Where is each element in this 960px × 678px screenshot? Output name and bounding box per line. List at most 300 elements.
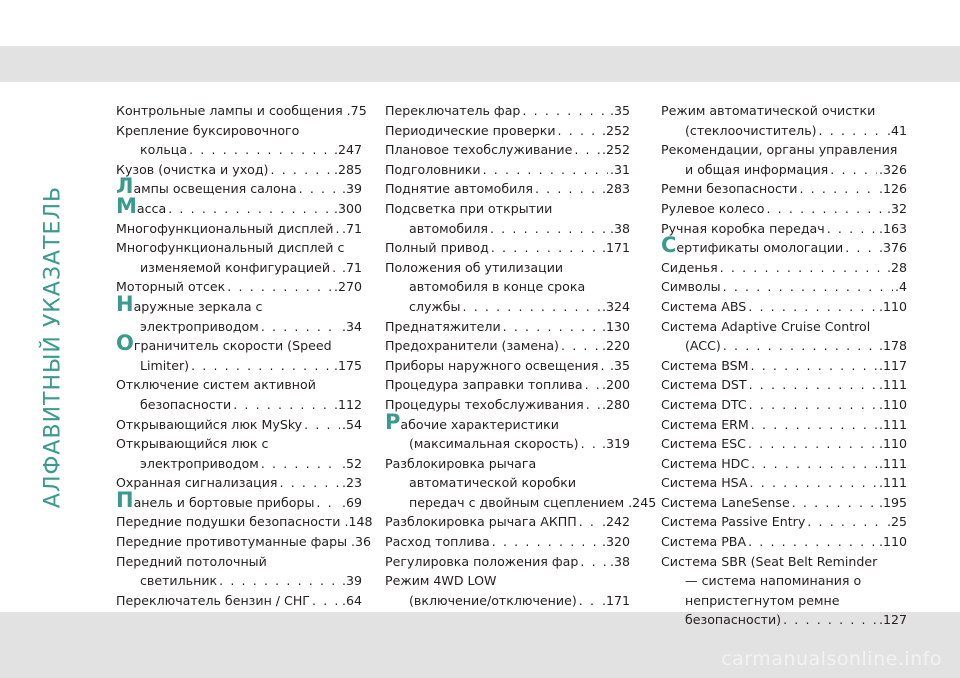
page-number: .163 [878, 220, 907, 236]
page-number: .111 [878, 416, 907, 432]
entry-line [661, 552, 907, 572]
entry-label: (ACC) [685, 338, 721, 354]
index-entry [661, 415, 907, 435]
entry-text [116, 193, 167, 219]
entry-line-last [385, 434, 630, 454]
entry-text [409, 279, 585, 294]
page-number: .112 [333, 396, 362, 412]
entry-label: Положения об утилизации [385, 259, 564, 275]
entry-line [385, 571, 630, 591]
entry-line-last [116, 532, 372, 552]
entry-text [409, 219, 488, 239]
entry-line [116, 238, 362, 258]
entry-text [385, 409, 559, 434]
entry-label: Периодические проверки [385, 122, 556, 138]
entry-line-last [116, 277, 362, 297]
dot-leader [751, 454, 877, 474]
index-entry [385, 395, 630, 415]
index-entry [661, 140, 907, 179]
index-entry [661, 532, 907, 552]
entry-label: Полный привод [385, 240, 489, 256]
initial-letter: Н [116, 291, 134, 316]
page-number: .178 [878, 338, 907, 354]
entry-text [140, 317, 259, 337]
entry-text [385, 179, 533, 199]
entry-text [661, 219, 825, 239]
entry-label: Переключатель бензин / СНГ [116, 592, 310, 608]
dot-leader [723, 336, 877, 356]
entry-label: автомобиля [409, 220, 488, 236]
entry-line-last [385, 179, 630, 199]
entry-text [385, 160, 481, 180]
page-number: .69 [341, 494, 362, 510]
index-entry [116, 121, 362, 160]
entry-text [661, 512, 805, 532]
entry-label: Передний потолочный [116, 553, 267, 569]
entry-line [661, 101, 907, 121]
page-number: .200 [601, 377, 630, 393]
index-entry [661, 317, 907, 356]
index-column-3 [661, 101, 907, 630]
dot-leader [585, 375, 600, 395]
page-number: .319 [601, 436, 630, 452]
index-entry [385, 238, 630, 258]
entry-line-last [661, 375, 907, 395]
page-number: .64 [341, 592, 362, 608]
entry-text [685, 121, 817, 141]
index-entry [661, 219, 907, 239]
dot-leader [748, 297, 877, 317]
entry-label: изменяемой конфигурацией [140, 259, 331, 275]
dot-leader [751, 415, 877, 435]
entry-label: Система ABS [661, 298, 747, 314]
entry-text [385, 140, 572, 160]
entry-text [140, 356, 189, 376]
entry-line-last [385, 375, 630, 395]
entry-line-last [385, 591, 630, 611]
entry-label: кольца [140, 142, 188, 158]
entry-text [116, 415, 302, 435]
entry-label: Охранная сигнализация [116, 475, 278, 491]
entry-text [385, 336, 559, 356]
entry-text [385, 375, 583, 395]
index-entry [661, 179, 907, 199]
entry-label: Система SBR (Seat Belt Reminder [661, 553, 878, 569]
entry-line-last [385, 160, 630, 180]
page-number: .41 [886, 122, 907, 138]
entry-line-last [661, 258, 907, 278]
dot-leader [261, 454, 340, 474]
entry-line-last [385, 238, 630, 258]
entry-text [661, 277, 721, 297]
entry-line-last [385, 336, 630, 356]
entry-label: Процедура заправки топлива [385, 377, 583, 393]
watermark: carmanualsonline.info [721, 648, 942, 670]
entry-label: Ремни безопасности [661, 181, 798, 197]
index-entry [661, 297, 907, 317]
entry-line-last [116, 174, 362, 199]
entry-text [685, 336, 721, 356]
entry-line-last [661, 493, 907, 513]
index-entry [385, 512, 630, 532]
index-entry [661, 552, 907, 630]
page-number: .54 [341, 416, 362, 432]
entry-label: Предохранители (замена) [385, 338, 559, 354]
entry-line-last [116, 258, 362, 278]
index-entry [385, 199, 630, 238]
dot-leader [799, 179, 877, 199]
index-entry [116, 277, 362, 297]
index-entry [116, 375, 362, 414]
page-number: .285 [333, 161, 362, 177]
entry-line-last [385, 297, 630, 317]
page-number: .25 [886, 514, 907, 530]
index-column-2 [385, 101, 657, 610]
dot-leader [586, 395, 600, 415]
dot-leader [227, 277, 332, 297]
entry-label: Система HDC [661, 455, 750, 471]
index-column-1 [116, 101, 373, 610]
index-entry [661, 199, 907, 219]
entry-text [661, 258, 718, 278]
entry-text [685, 160, 828, 180]
entry-label: Система DTC [661, 396, 747, 412]
entry-line-last [661, 160, 907, 180]
entry-label: Система BSM [661, 357, 749, 373]
dot-leader [749, 395, 877, 415]
dot-leader [579, 591, 600, 611]
dot-leader [600, 356, 607, 376]
initial-letter: Р [385, 409, 401, 434]
entry-text [661, 297, 746, 317]
entry-label: аружные зеркала с [133, 298, 263, 314]
entry-label: Limiter) [140, 357, 190, 373]
entry-text [685, 593, 839, 608]
entry-label: и общая информация [685, 161, 829, 177]
entry-line-last [661, 395, 907, 415]
page-number: .130 [601, 318, 630, 334]
dot-leader [316, 493, 340, 513]
entry-label: Открывающийся люк MySky [116, 416, 303, 432]
dot-leader [189, 140, 332, 160]
dot-leader [304, 415, 340, 435]
entry-line-last [661, 434, 907, 454]
entry-label: службы [409, 298, 461, 314]
entry-line-last [116, 101, 367, 121]
entry-label: Моторный отсек [116, 279, 226, 295]
entry-line-last [661, 356, 907, 376]
entry-text [385, 201, 552, 216]
index-entry [116, 291, 362, 336]
page-number: .35 [609, 357, 630, 373]
page-number: .71 [341, 259, 362, 275]
entry-line-last [661, 297, 907, 317]
entry-line-last [385, 317, 630, 337]
dot-leader [483, 160, 608, 180]
entry-line-last [661, 512, 907, 532]
entry-line-last [661, 277, 907, 297]
page-number: .195 [878, 494, 907, 510]
entry-line-last [661, 336, 907, 356]
index-entry [116, 101, 367, 121]
entry-label: Разблокировка рычага [385, 455, 537, 471]
section-title-vertical: АЛФАВИТНЫЙ УКАЗАТЕЛЬ [40, 185, 66, 509]
entry-text [116, 123, 299, 138]
entry-text [385, 532, 490, 552]
dot-leader [492, 532, 600, 552]
entry-label: электроприводом [140, 318, 259, 334]
entry-text [116, 487, 315, 513]
page-number: .245 [628, 494, 657, 510]
entry-text [116, 377, 316, 392]
entry-label: Рекомендации, органы управления [661, 142, 898, 158]
index-entry [385, 258, 630, 317]
entry-label: передач с двойным сцеплением [409, 494, 625, 510]
entry-label: Система DST [661, 377, 747, 393]
entry-line-last [385, 512, 630, 532]
entry-line-last [661, 532, 907, 552]
entry-text [116, 291, 263, 316]
entry-text [409, 591, 577, 611]
entry-line-last [385, 101, 630, 121]
entry-text [140, 140, 187, 160]
page-number: .38 [609, 553, 630, 569]
entry-text [661, 319, 870, 334]
dot-leader [558, 121, 600, 141]
page-number: .300 [333, 200, 362, 216]
entry-text [385, 356, 598, 376]
entry-label: Система Adaptive Cruise Control [661, 318, 871, 334]
entry-line-last [385, 219, 630, 239]
entry-label: Система HSA [661, 475, 748, 491]
entry-label: Система PBA [661, 534, 747, 550]
page-number: .4 [894, 279, 907, 295]
entry-text [140, 395, 231, 415]
dot-leader [332, 258, 340, 278]
entry-label: (включение/отключение) [409, 592, 577, 608]
entry-text [409, 475, 576, 490]
dot-leader [312, 591, 340, 611]
entry-label: Система LaneSense [661, 494, 790, 510]
entry-label: асса [136, 200, 167, 216]
dot-leader [219, 571, 340, 591]
dot-leader [462, 297, 599, 317]
page-number: .171 [601, 240, 630, 256]
entry-text [116, 591, 310, 611]
entry-line-last [385, 121, 630, 141]
dot-leader [270, 160, 331, 180]
dot-leader [535, 179, 600, 199]
entry-line-last [661, 473, 907, 493]
entry-line [116, 291, 362, 317]
page-number: .111 [878, 475, 907, 491]
entry-line-last [385, 395, 630, 415]
page-number: .36 [351, 534, 372, 550]
entry-label: Контрольные лампы и сообщения [116, 103, 343, 118]
page-number: .34 [341, 318, 362, 334]
dot-leader [191, 356, 332, 376]
entry-label: Процедуры техобслуживания [385, 396, 584, 412]
page-number: .39 [341, 181, 362, 197]
page-number: .117 [878, 357, 907, 373]
entry-text [385, 260, 563, 275]
dot-leader [574, 140, 600, 160]
page-number: .376 [878, 240, 907, 256]
index-entry [385, 409, 630, 454]
index-entry [661, 454, 907, 474]
entry-label: Символы [661, 279, 721, 295]
entry-line-last [661, 219, 907, 239]
entry-line [661, 140, 907, 160]
entry-label: Подголовники [385, 161, 481, 177]
index-entry [385, 356, 630, 376]
dot-leader [783, 610, 877, 630]
page-number: .270 [333, 279, 362, 295]
entry-text [116, 331, 332, 356]
dot-leader [792, 493, 877, 513]
page-number: .28 [886, 259, 907, 275]
entry-text [116, 240, 344, 255]
page-number: .283 [601, 181, 630, 197]
page-number: .38 [609, 220, 630, 236]
entry-label: Передние противотуманные фары [116, 534, 348, 550]
index-entry [385, 121, 630, 141]
entry-label: Поднятие автомобиля [385, 181, 533, 197]
entry-line [116, 121, 362, 141]
entry-line-last [116, 317, 362, 337]
index-entry [661, 434, 907, 454]
dot-leader [299, 179, 340, 199]
entry-line-last [116, 454, 362, 474]
dot-leader [233, 395, 332, 415]
entry-text [385, 238, 489, 258]
entry-label: ертификаты омологации [676, 240, 844, 256]
entry-label: Регулировка положения фар [385, 553, 579, 569]
index-entry [116, 193, 362, 219]
entry-label: Сиденья [661, 259, 718, 275]
entry-label: безопасности) [685, 612, 782, 628]
page-number: .242 [601, 514, 630, 530]
entry-text [116, 512, 340, 532]
entry-label: Система Passive Entry [661, 514, 806, 530]
entry-label: автомобиля в конце срока [409, 279, 586, 295]
entry-line-last [661, 199, 907, 219]
index-entry [116, 473, 362, 493]
dot-leader [503, 317, 600, 337]
index-entry [385, 552, 630, 572]
index-entry [661, 101, 907, 140]
dot-leader [748, 532, 877, 552]
page-number: .252 [601, 122, 630, 138]
entry-text [116, 436, 268, 451]
index-entry [385, 160, 630, 180]
entry-label: Передние подушки безопасности [116, 514, 341, 530]
initial-letter: Л [116, 174, 134, 199]
entry-line-last [116, 193, 362, 219]
page-number: .110 [878, 436, 907, 452]
index-entry [385, 571, 630, 610]
index-entry [385, 101, 630, 121]
entry-line-last [116, 395, 362, 415]
entry-label: Ручная коробка передач [661, 220, 825, 236]
entry-line [385, 258, 630, 278]
dot-leader [830, 160, 877, 180]
page-number: .126 [878, 181, 907, 197]
entry-text [385, 317, 501, 337]
entry-label: Система ERM [661, 416, 749, 432]
entry-text [385, 101, 520, 121]
entry-line-last [116, 415, 362, 435]
index-entry [661, 277, 907, 297]
entry-text [116, 532, 347, 552]
index-entry [661, 395, 907, 415]
page-number: .324 [601, 298, 630, 314]
entry-label: Рулевое колесо [661, 200, 765, 216]
index-entry [116, 512, 373, 532]
entry-line [116, 434, 362, 454]
page-number: .52 [341, 455, 362, 471]
entry-text [116, 219, 333, 239]
entry-line-last [385, 356, 630, 376]
entry-text [661, 199, 764, 219]
entry-text [385, 456, 536, 471]
entry-label: Режим 4WD LOW [385, 573, 497, 589]
entry-line [385, 454, 630, 474]
entry-text [385, 512, 577, 532]
entry-label: Разблокировка рычага АКПП [385, 514, 577, 530]
dot-leader [580, 552, 608, 572]
entry-label: электроприводом [140, 455, 259, 471]
entry-text [140, 258, 330, 278]
dot-leader [168, 199, 332, 219]
page-number: .71 [341, 220, 362, 236]
entry-label: Режим автоматической очистки [661, 103, 876, 118]
entry-line-last [116, 219, 362, 239]
entry-line [116, 552, 362, 572]
index-entry [116, 552, 362, 591]
entry-line-last [661, 179, 907, 199]
page-number: .175 [333, 357, 362, 373]
entry-line-last [116, 591, 362, 611]
index-entry [661, 512, 907, 532]
entry-label: Открывающийся люк с [116, 436, 269, 452]
entry-line-last [116, 356, 362, 376]
dot-leader [819, 121, 885, 141]
entry-line [661, 317, 907, 337]
entry-line-last [116, 487, 362, 513]
entry-text [685, 573, 861, 588]
page-number: .23 [341, 475, 362, 491]
index-entry [385, 317, 630, 337]
entry-text [385, 121, 556, 141]
dot-leader [748, 434, 877, 454]
index-entry [661, 258, 907, 278]
entry-line-last [385, 532, 630, 552]
dot-leader [261, 317, 340, 337]
page-number: .110 [878, 298, 907, 314]
index-entry [116, 591, 362, 611]
page-number: .320 [601, 534, 630, 550]
dot-leader [561, 336, 600, 356]
entry-label: — система напоминания о [685, 573, 862, 589]
initial-letter: М [116, 193, 137, 218]
entry-label: непристегнутом ремне [685, 592, 840, 608]
dot-leader [766, 199, 885, 219]
entry-text [661, 356, 749, 376]
entry-line-last [116, 512, 373, 532]
entry-text [685, 610, 781, 630]
entry-text [140, 571, 217, 591]
